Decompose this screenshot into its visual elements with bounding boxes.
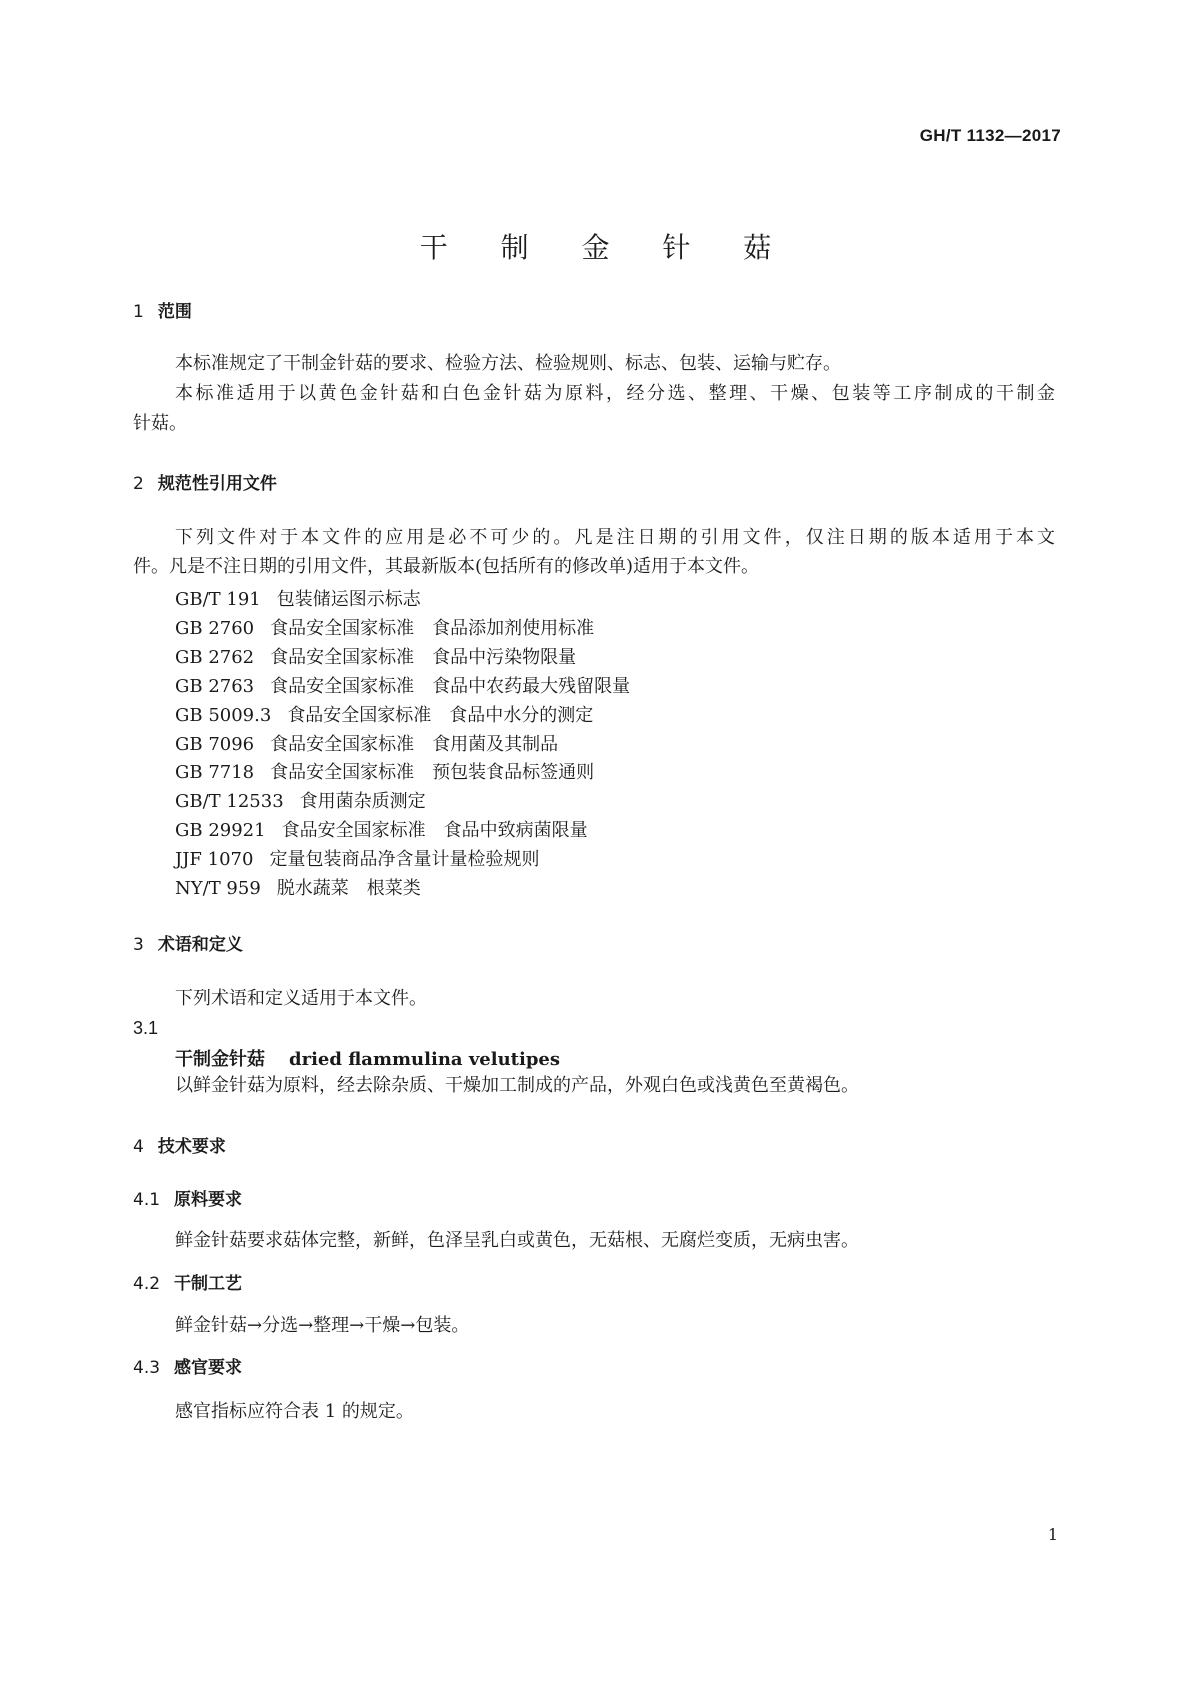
reference-item bbox=[175, 787, 426, 813]
section-3-intro: 下列术语和定义适用于本文件。 bbox=[175, 988, 427, 1009]
reference-item bbox=[175, 758, 594, 784]
section-1-paragraph-1: 本标准规定了干制金针菇的要求、检验方法、检验规则、标志、包装、运输与贮存。 bbox=[175, 353, 841, 374]
reference-code: GB 5009.3 bbox=[175, 705, 272, 726]
section-number: 3 bbox=[133, 935, 144, 955]
subsection-4-3-text: 感官指标应符合表 1 的规定。 bbox=[175, 1401, 414, 1422]
subsection-4-2-heading bbox=[133, 1269, 242, 1294]
section-2-intro-line-1: 下列文件对于本文件的应用是必不可少的。凡是注日期的引用文件，仅注日期的版本适用于本文 bbox=[175, 527, 1055, 548]
term-definition: 以鲜金针菇为原料，经去除杂质、干燥加工制成的产品，外观白色或浅黄色至黄褐色。 bbox=[175, 1075, 859, 1096]
reference-title: 食品安全国家标准 预包装食品标签通则 bbox=[270, 762, 595, 783]
reference-code: GB 2762 bbox=[175, 647, 255, 668]
term-number: 3.1 bbox=[133, 1018, 159, 1038]
term-entry bbox=[175, 1045, 560, 1071]
subsection-4-3-heading bbox=[133, 1353, 242, 1378]
section-2-intro-line-2: 件。凡是不注日期的引用文件，其最新版本(包括所有的修改单)适用于本文件。 bbox=[133, 556, 760, 577]
section-number: 4 bbox=[133, 1137, 144, 1157]
reference-title: 定量包装商品净含量计量检验规则 bbox=[269, 849, 540, 870]
reference-code: GB 7718 bbox=[175, 762, 255, 783]
reference-code: JJF 1070 bbox=[175, 849, 254, 870]
section-3-heading bbox=[133, 930, 243, 955]
subsection-title: 干制工艺 bbox=[174, 1274, 243, 1294]
section-title: 技术要求 bbox=[157, 1137, 226, 1157]
reference-title: 包装储运图示标志 bbox=[276, 589, 421, 610]
term-english: dried flammulina velutipes bbox=[289, 1049, 560, 1070]
reference-code: GB 2763 bbox=[175, 676, 255, 697]
reference-item bbox=[175, 643, 576, 669]
reference-title: 食品安全国家标准 食品中水分的测定 bbox=[287, 705, 594, 726]
reference-title: 脱水蔬菜 根菜类 bbox=[276, 878, 421, 899]
subsection-4-1-text: 鲜金针菇要求菇体完整，新鲜，色泽呈乳白或黄色，无菇根、无腐烂变质，无病虫害。 bbox=[175, 1230, 859, 1251]
section-2-heading bbox=[133, 469, 277, 494]
subsection-number: 4.3 bbox=[133, 1358, 161, 1378]
section-title: 规范性引用文件 bbox=[157, 474, 277, 494]
page-number: 1 bbox=[1047, 1525, 1058, 1544]
reference-item bbox=[175, 585, 421, 611]
reference-item bbox=[175, 701, 593, 727]
subsection-title: 原料要求 bbox=[174, 1190, 243, 1210]
reference-item bbox=[175, 816, 588, 842]
reference-item bbox=[175, 874, 421, 900]
subsection-title: 感官要求 bbox=[174, 1358, 243, 1378]
reference-code: GB 7096 bbox=[175, 734, 255, 755]
section-4-heading bbox=[133, 1132, 226, 1157]
reference-code: GB/T 191 bbox=[175, 589, 261, 610]
standard-code: GH/T 1132—2017 bbox=[919, 126, 1061, 145]
reference-code: GB 29921 bbox=[175, 820, 266, 841]
subsection-4-1-heading bbox=[133, 1185, 242, 1210]
subsection-number: 4.1 bbox=[133, 1190, 161, 1210]
subsection-4-2-text: 鲜金针菇→分选→整理→干燥→包装。 bbox=[175, 1315, 470, 1336]
reference-item bbox=[175, 672, 630, 698]
reference-title: 食用菌杂质测定 bbox=[299, 791, 426, 812]
section-number: 2 bbox=[133, 474, 144, 494]
section-number: 1 bbox=[133, 302, 144, 322]
reference-title: 食品安全国家标准 食品添加剂使用标准 bbox=[270, 618, 595, 639]
reference-item bbox=[175, 730, 558, 756]
reference-title: 食品安全国家标准 食品中污染物限量 bbox=[270, 647, 577, 668]
reference-item bbox=[175, 614, 594, 640]
section-title: 术语和定义 bbox=[157, 935, 243, 955]
reference-title: 食品安全国家标准 食品中致病菌限量 bbox=[281, 820, 588, 841]
reference-code: NY/T 959 bbox=[175, 878, 261, 899]
reference-item bbox=[175, 845, 539, 871]
section-1-heading bbox=[133, 297, 192, 322]
document-title: 干 制 金 针 菇 bbox=[419, 231, 794, 264]
subsection-number: 4.2 bbox=[133, 1274, 161, 1294]
reference-title: 食品安全国家标准 食用菌及其制品 bbox=[270, 734, 559, 755]
section-title: 范围 bbox=[157, 302, 192, 322]
reference-code: GB 2760 bbox=[175, 618, 255, 639]
reference-title: 食品安全国家标准 食品中农药最大残留限量 bbox=[270, 676, 631, 697]
reference-code: GB/T 12533 bbox=[175, 791, 284, 812]
term-chinese: 干制金针菇 bbox=[175, 1049, 265, 1070]
section-1-paragraph-2-line-2: 针菇。 bbox=[133, 413, 187, 434]
section-1-paragraph-2-line-1: 本标准适用于以黄色金针菇和白色金针菇为原料，经分选、整理、干燥、包装等工序制成的干制金 bbox=[175, 383, 1055, 404]
